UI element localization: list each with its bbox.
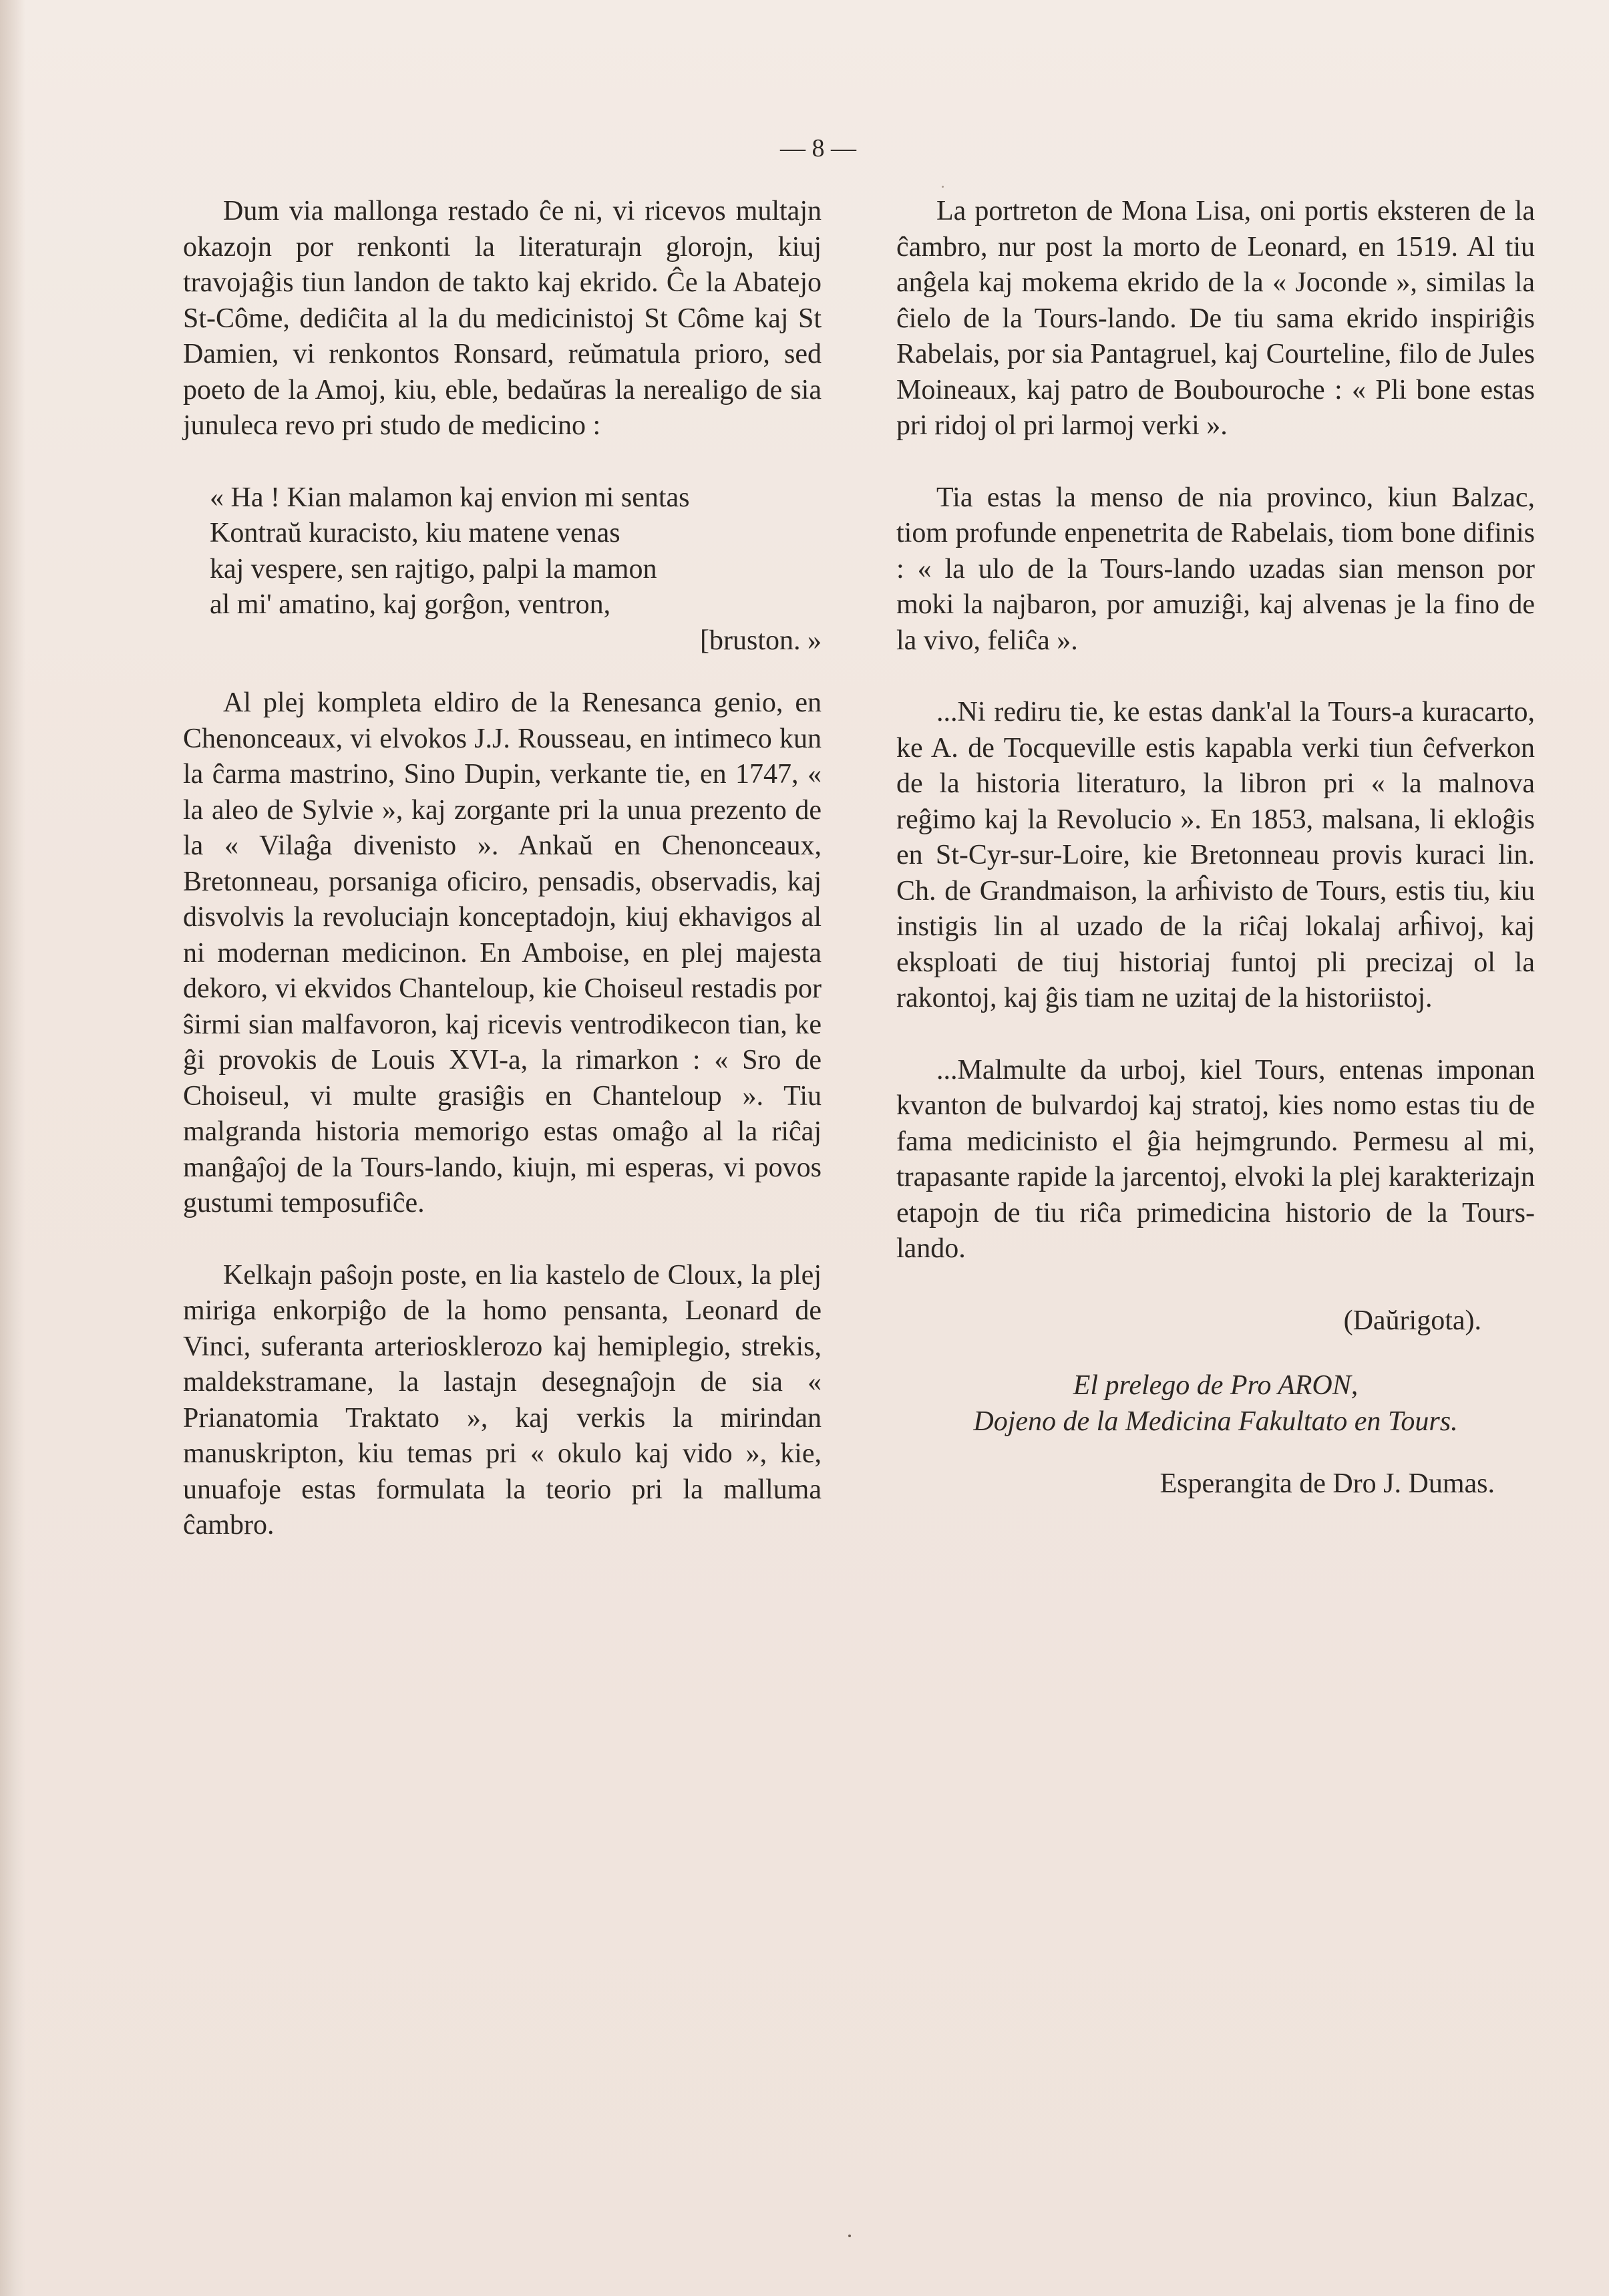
paragraph: La portreton de Mona Lisa, oni portis eksteren de la ĉambro, nur post la morto de Leonard, en 1519. Al tiu anĝela kaj mokema ekrido de la « Joconde », similas la ĉielo de la Tours-lando. De tiu sama ekrido inspiriĝis Rabelais, por sia Pantagruel, kaj Courteline, filo de Jules Moineaux, kaj patro de Boubouroche : « Pli bone estas pri ridoj ol pri larmoj verki ».	[896, 196, 1535, 441]
verse-quote	[183, 480, 822, 659]
author-signature	[896, 1368, 1535, 1440]
paragraph: Dum via mallonga restado ĉe ni, vi ricevos multajn okazojn por renkonti la literaturajn glorojn, kiuj travojaĝis tiun landon de takto kaj ekrido. Ĉe la Abatejo St-Côme, dediĉita al la du medicinistoj St Côme kaj St Damien, vi renkontos Ronsard, reŭmatula prioro, sed poeto de la Amoj, kiu, eble, bedaŭras la nerealigo de sia junuleca revo pri studo de medicino :	[183, 196, 822, 441]
paragraph: Kelkajn paŝojn poste, en lia kastelo de Cloux, la plej miriga enkorpiĝo de la homo pensanta, Leonard de Vinci, suferanta arteriosklerozo kaj hemiplegio, strekis, maldekstramane, la lastajn desegnaĵojn de sia « Prianatomia Traktato », kaj verkis la mirindan manuskripton, kiu temas pri « okulo kaj vido », kie, unuafoje estas formulata la teorio pri la malluma ĉambro.	[183, 1259, 822, 1540]
verse-line: al mi' amatino, kaj gorĝon, ventron,	[210, 589, 611, 620]
paragraph: Tia estas la menso de nia provinco, kiun Balzac, tiom profunde enpenetrita de Rabelais, tiom bone difinis : « la ulo de la Tours-lando uzadas sian menson por moki la najbaron, por amuziĝi, kaj alvenas je la fino de la vivo, feliĉa ».	[896, 482, 1535, 656]
signature-line: Dojeno de la Medicina Fakultato en Tours.	[973, 1406, 1458, 1437]
signature-line: El prelego de Pro ARON,	[1073, 1370, 1359, 1401]
paper-speck	[942, 186, 944, 188]
left-column	[183, 194, 822, 1544]
verse-line: Kontraŭ kuracisto, kiu matene venas	[210, 518, 620, 548]
page-number: — 8 —	[780, 134, 856, 162]
translator-credit: Esperangita de Dro J. Dumas.	[1159, 1468, 1495, 1499]
page-edge-shadow	[0, 0, 25, 2296]
continuation-note: (Daŭrigota).	[1343, 1305, 1481, 1336]
verse-line: [bruston. »	[700, 625, 822, 656]
paper-speck	[848, 2235, 851, 2237]
verse-line: « Ha ! Kian malamon kaj envion mi sentas	[210, 482, 690, 513]
paragraph: Al plej kompleta eldiro de la Renesanca genio, en Chenonceaux, vi elvokos J.J. Rousseau, en intimeco kun la ĉarma mastrino, Sino Dupin, verkante tie, en 1747, « la aleo de Sylvie », kaj zorgante pri la unua prezento de la « Vilaĝa divenisto ». Ankaŭ en Chenonceaux, Bretonneau, porsaniga oficiro, pensadis, observadis, kaj disvolvis la revoluciajn konceptadojn, kiuj ekhavigos al ni modernan medicinon. En Amboise, en plej majesta dekoro, vi ekvidos Chanteloup, kie Choiseul restadis por ŝirmi sian malfavoron, kaj ricevis ventrodikecon tian, ke ĝi provokis de Louis XVI-a, la rimarkon : « Sro de Choiseul, vi multe grasiĝis en Chanteloup ». Tiu malgranda historia memorigo estas omaĝo al la riĉaj manĝaĵoj de la Tours-lando, kiujn, mi esperas, vi povos gustumi temposufiĉe.	[183, 687, 822, 1218]
verse-line: kaj vespere, sen rajtigo, palpi la mamon	[210, 553, 657, 585]
paragraph: ...Malmulte da urboj, kiel Tours, entenas imponan kvanton de bulvardoj kaj stratoj, kies nomo estas tiu de fama medicinisto el ĝia hejmgrundo. Permesu al mi, trapasante rapide la jarcentoj, elvoki la plej karakterizajn etapojn de tiu riĉa primedicina historio de la Tours-lando.	[896, 1054, 1535, 1264]
paragraph: ...Ni rediru tie, ke estas dank'al la Tours-a kuracarto, ke A. de Tocqueville estis kapabla verki tiun ĉefverkon de la historia literaturo, la libron pri « la malnova reĝimo kaj la Revolucio ». En 1853, malsana, li ekloĝis en St-Cyr-sur-Loire, kie Bretonneau provis kuraci lin. Ch. de Grandmaison, la arĥivisto de Tours, estis tiu, kiu instigis lin al uzado de la riĉaj lokalaj arĥivoj, kaj eksploati de tiuj historiaj funtoj pli precizaj ol la rakontoj, kaj ĝis tiam ne uzitaj de la historiistoj.	[896, 697, 1535, 1013]
right-column	[896, 194, 1535, 1502]
